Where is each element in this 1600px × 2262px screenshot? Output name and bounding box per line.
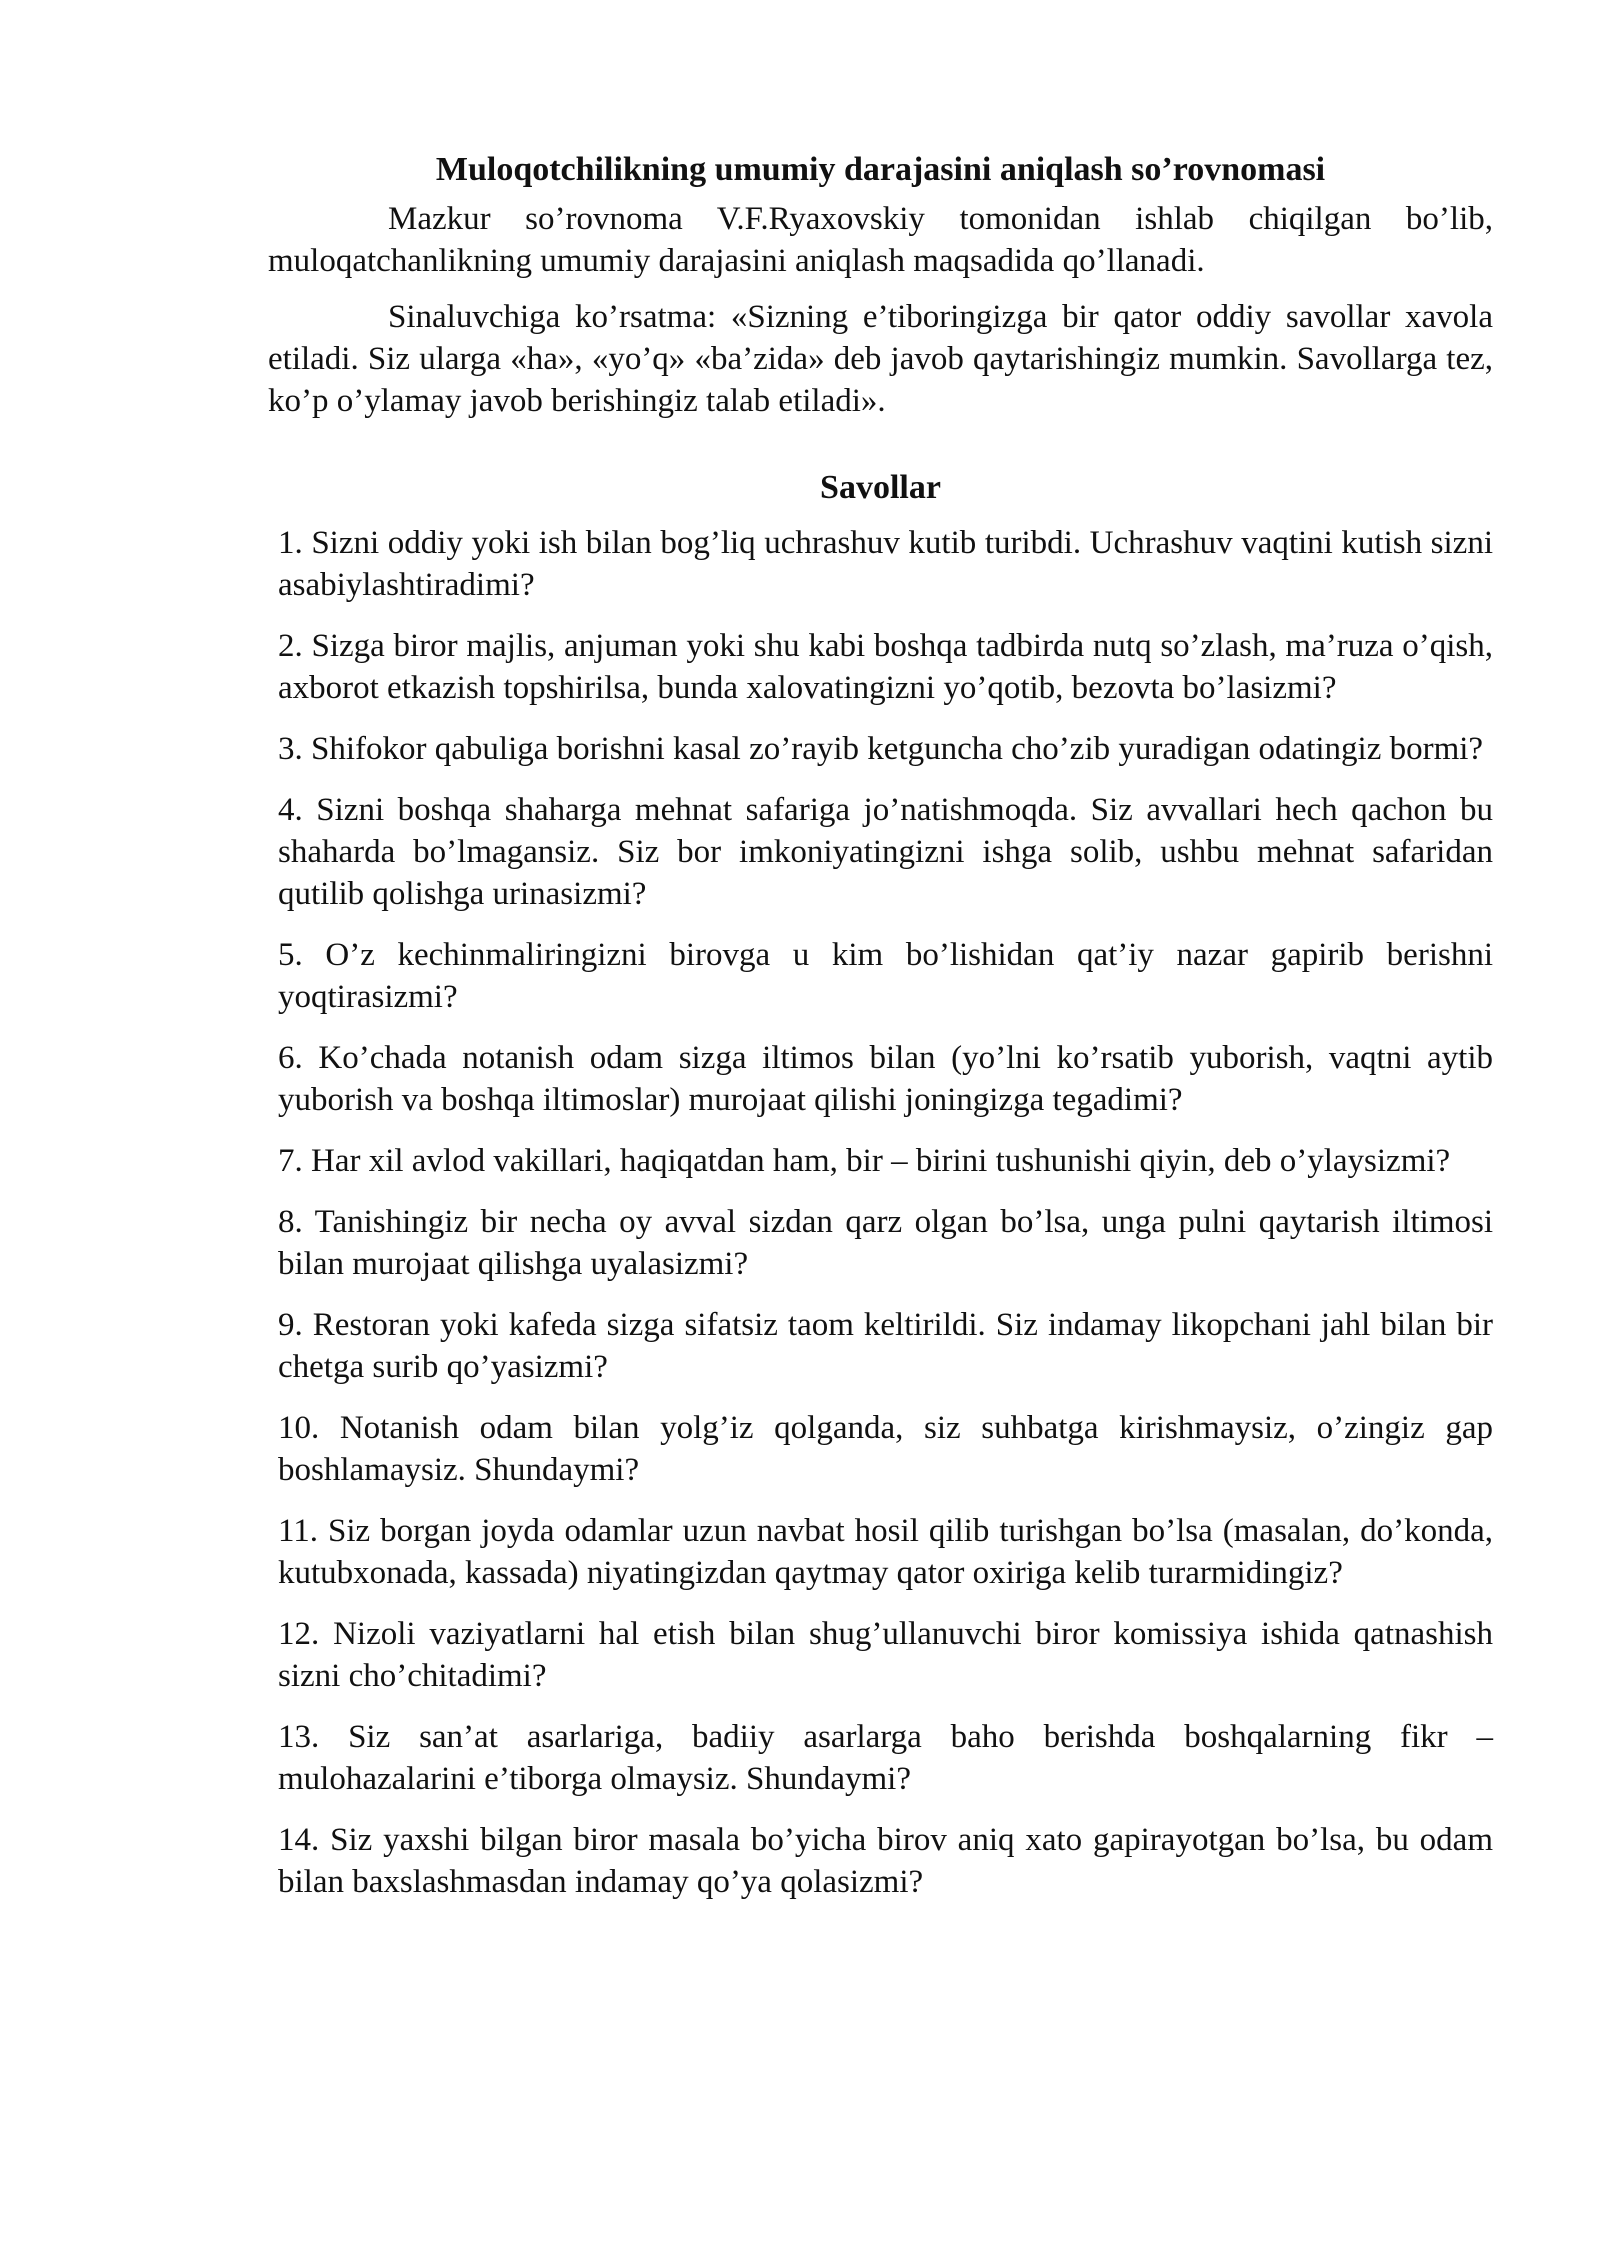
question-item: 13. Siz san’at asarlariga, badiiy asarlarga baho berishda boshqalarning fikr – mulohazalarini e’tiborga olmaysiz. Shundaymi? [278, 1719, 1493, 1797]
question-item: 4. Sizni boshqa shaharga mehnat safariga jo’natishmoqda. Siz avvallari hech qachon bu shaharda bo’lmagansiz. Siz bor imkoniyatingizni ishga solib, ushbu mehnat safaridan qutilib qolishga urinasizmi? [278, 792, 1493, 912]
question-item: 1. Sizni oddiy yoki ish bilan bog’liq uchrashuv kutib turibdi. Uchrashuv vaqtini kutish sizni asabiylashtiradimi? [278, 525, 1493, 603]
instruction-paragraph: Sinaluvchiga ko’rsatma: «Sizning e’tiboringizga bir qator oddiy savollar xavola etiladi. Siz ularga «ha», «yo’q» «ba’zida» deb javob qaytarishingiz mumkin. Savollarga tez, ko’p o’ylamay javob berishingiz talab etiladi». [268, 299, 1493, 419]
section-title: Savollar [820, 469, 941, 506]
question-item: 7. Har xil avlod vakillari, haqiqatdan ham, bir – birini tushunishi qiyin, deb o’ylaysizmi? [278, 1143, 1451, 1179]
question-item: 10. Notanish odam bilan yolg’iz qolganda, siz suhbatga kirishmaysiz, o’zingiz gap boshlamaysiz. Shundaymi? [278, 1410, 1493, 1488]
question-item: 12. Nizoli vaziyatlarni hal etish bilan shug’ullanuvchi biror komissiya ishida qatnashish sizni cho’chitadimi? [278, 1616, 1493, 1694]
question-list [268, 522, 1493, 1903]
intro-paragraph: Mazkur so’rovnoma V.F.Ryaxovskiy tomonidan ishlab chiqilgan bo’lib, muloqatchanlikning umumiy darajasini aniqlash maqsadida qo’llanadi. [268, 201, 1493, 279]
question-item: 3. Shifokor qabuliga borishni kasal zo’rayib ketguncha cho’zib yuradigan odatingiz bormi? [278, 731, 1484, 767]
question-item: 6. Ko’chada notanish odam sizga iltimos bilan (yo’lni ko’rsatib yuborish, vaqtni aytib yuborish va boshqa iltimoslar) murojaat qilishi joningizga tegadimi? [278, 1040, 1493, 1118]
question-item: 9. Restoran yoki kafeda sizga sifatsiz taom keltirildi. Siz indamay likopchani jahl bilan bir chetga surib qo’yasizmi? [278, 1307, 1493, 1385]
question-item: 2. Sizga biror majlis, anjuman yoki shu kabi boshqa tadbirda nutq so’zlash, ma’ruza o’qish, axborot etkazish topshirilsa, bunda xalovatingizni yo’qotib, bezovta bo’lasizmi? [278, 628, 1493, 706]
question-item: 11. Siz borgan joyda odamlar uzun navbat hosil qilib turishgan bo’lsa (masalan, do’konda, kutubxonada, kassada) niyatingizdan qaytmay qator oxiriga kelib turarmidingiz? [278, 1513, 1493, 1591]
document-title: Muloqotchilikning umumiy darajasini aniqlash so’rovnomasi [435, 151, 1326, 188]
document-page [268, 148, 1493, 1922]
question-item: 8. Tanishingiz bir necha oy avval sizdan qarz olgan bo’lsa, unga pulni qaytarish iltimosi bilan murojaat qilishga uyalasizmi? [278, 1204, 1493, 1282]
question-item: 5. O’z kechinmaliringizni birovga u kim bo’lishidan qat’iy nazar gapirib berishni yoqtirasizmi? [278, 937, 1493, 1015]
question-item: 14. Siz yaxshi bilgan biror masala bo’yicha birov aniq xato gapirayotgan bo’lsa, bu odam bilan baxslashmasdan indamay qo’ya qolasizmi? [278, 1822, 1493, 1900]
